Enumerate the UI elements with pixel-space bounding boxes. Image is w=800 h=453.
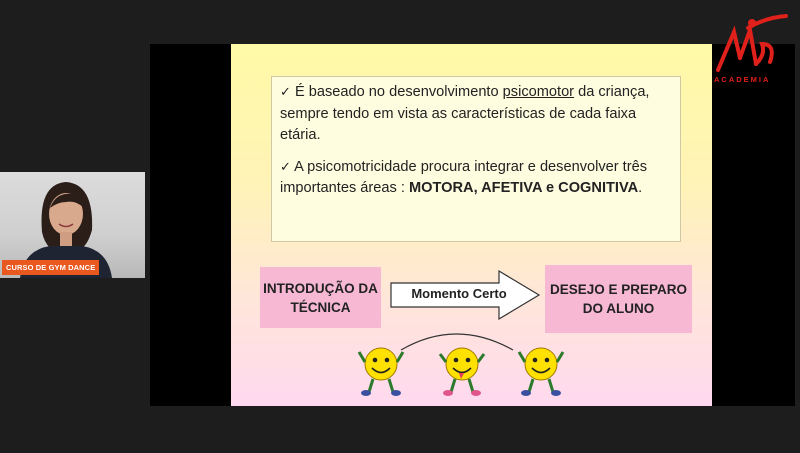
smiley-face-icon (359, 348, 403, 396)
paragraph-1-before: É baseado no desenvolvimento (290, 84, 503, 100)
arrow-label: Momento Certo (411, 286, 507, 301)
box-desejo-label: DESEJO E PREPARO DO ALUNO (549, 282, 688, 316)
smileys-group (351, 332, 581, 402)
paragraph-2-after: . (638, 180, 643, 196)
arrow-momento-certo (389, 269, 541, 321)
box-introducao-tecnica (260, 267, 381, 328)
box-desejo-preparo (545, 265, 692, 333)
slide-textbox (271, 76, 681, 242)
smiley-face-icon (519, 348, 563, 396)
slide (231, 44, 712, 406)
checkmark-icon: ✓ (280, 159, 291, 175)
box-introducao-label: INTRODUÇÃO DA TÉCNICA (263, 280, 378, 315)
checkmark-icon: ✓ (280, 85, 291, 100)
paragraph-1 (280, 82, 672, 147)
paragraph-2 (280, 157, 672, 200)
logo-text: ACADEMIA (714, 75, 771, 84)
paragraph-2-before: A psicomotricidade procura integrar e desenvolver três importantes áreas : (280, 158, 648, 196)
paragraph-1-underlined: psicomotor (502, 84, 575, 100)
paragraph-2-bold: MOTORA, AFETIVA e COGNITIVA (408, 180, 639, 196)
webcam-video (0, 172, 145, 278)
paragraph-1-after: da criança, sempre tendo em vista as características de cada faixa etária. (280, 84, 650, 143)
course-badge: CURSO DE GYM DANCE (2, 260, 99, 275)
smiley-face-icon (440, 348, 484, 396)
